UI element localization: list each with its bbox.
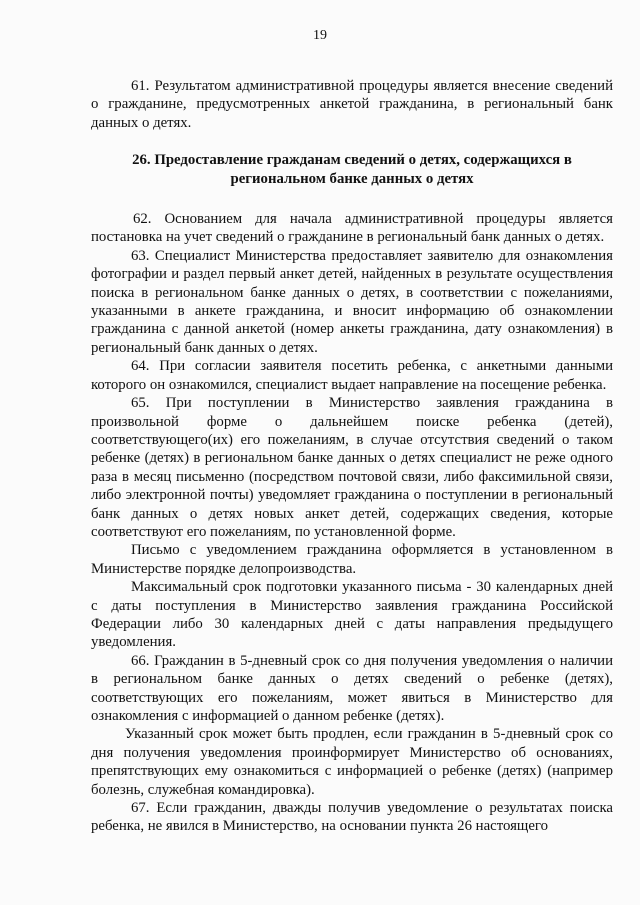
paragraph-64: 64. При согласии заявителя посетить ребенка, с анкетными данными которого он ознакомился, специалист выдает направление на посещение ребенка.: [91, 358, 613, 393]
section-heading-26: 26. Предоставление гражданам сведений о детях, содержащихся в региональном банке данных о детях: [132, 152, 572, 187]
paragraph-66-extension: Указанный срок может быть продлен, если гражданин в 5-дневный срок со дня получения уведомления проинформирует Министерство об основаниях, препятствующих ему ознакомиться с информацией о ребенке (детях) (например болезнь, служебная командировка).: [91, 726, 613, 798]
paragraph-65: 65. При поступлении в Министерство заявления гражданина в произвольной форме о дальнейшем поиске ребенка (детей), соответствующего(их) его пожеланиям, в случае отсутствия сведений о таком ребенке (детях) в региональном банке данных о детях специалист не реже одного раза в месяц письменно (посредством почтовой связи, либо факсимильной связи, либо электронной почты) уведомляет гражданина о поступлении в региональный банк данных о детях новых анкет детей, содержащих сведения, которые соответствуют его пожеланиям, по установленной форме.: [91, 395, 613, 540]
paragraph-67: 67. Если гражданин, дважды получив уведомление о результатах поиска ребенка, не явился в Министерство, на основании пункта 26 настоящего: [91, 800, 613, 835]
page-number: 19: [313, 28, 327, 43]
paragraph-65-letter: Письмо с уведомлением гражданина оформляется в установленном в Министерстве порядке делопроизводства.: [91, 542, 613, 577]
paragraph-61: 61. Результатом административной процедуры является внесение сведений о гражданине, предусмотренных анкетой гражданина, в региональный банк данных о детях.: [91, 78, 613, 131]
paragraph-66: 66. Гражданин в 5-дневный срок со дня получения уведомления о наличии в региональном банке данных о детях сведений о ребенке (детях), соответствующих его пожеланиям, может явиться в Министерство для ознакомления с информацией о данном ребенке (детях).: [91, 652, 613, 724]
page-content: [91, 77, 613, 836]
paragraph-65-deadline: Максимальный срок подготовки указанного письма - 30 календарных дней с даты поступления в Министерство заявления гражданина Российской Федерации либо 30 календарных дней с даты направления предыдущего уведомления.: [91, 579, 613, 651]
paragraph-62: 62. Основанием для начала административной процедуры является постановка на учет сведений о гражданине в региональный банк данных о детях.: [91, 211, 613, 246]
paragraph-63: 63. Специалист Министерства предоставляет заявителю для ознакомления фотографии и раздел первый анкет детей, найденных в результате осуществления поиска в региональном банке данных о детях, в соответствии с пожеланиями, указанными в анкете гражданина, и вносит информацию об ознакомлении гражданина с данной анкетой (номер анкеты гражданина, дату ознакомления) в региональный банк данных о детях.: [91, 247, 613, 356]
